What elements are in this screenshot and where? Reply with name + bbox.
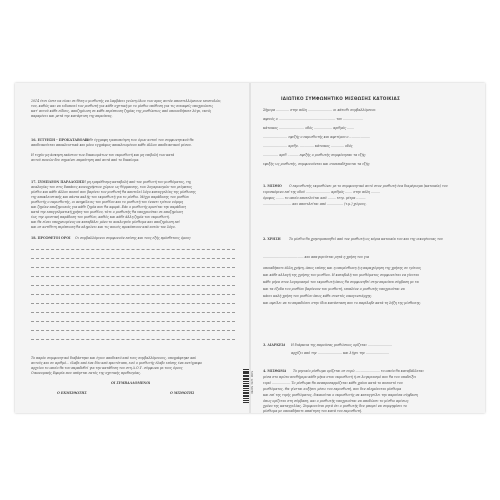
intro-line-1: 2014 έτσι ώστε να είναι σε θέση ο μισθωτής να λαμβάνει γνώση όλων των προς αυτόν αποστελλόμενων επιστολών, bbox=[31, 99, 222, 103]
section-3-title: 3. ΔΙΑΡΚΕΙΑ bbox=[263, 343, 286, 347]
s2-line-3: οποιαδήποτε άλλη χρήση, όπως επίσης και η υπομίσθωση ή η παραχώρηση της χρήσης σε τρίτους bbox=[263, 266, 422, 270]
s17-line-3: μίσθιο και κάθε άλλου ποσού που βαρύνει τον μισθωτή θα αποτελεί λόγο καταγγελίας της μίσθωσης bbox=[31, 190, 196, 194]
fill-line-9 bbox=[31, 321, 235, 322]
s3-line-2: αρχίζει από την ........................ και λήγει την ....................... bbox=[291, 351, 390, 355]
s2-line-5: κάθε μήνα στον λογαριασμό του εκμισθωτή όπως θα συμφωνηθεί στην παρούσα σύμβαση με τα bbox=[263, 280, 419, 284]
s16-line-4: αυτού ποινών δεν σημαίνει παραίτηση από αυτά από το δικαίωμα. bbox=[31, 158, 140, 162]
s17-line-9: και θα είναι υποχρεωμένος να καταβάλει μόνο το αναλογούν μίσθωμα και αποζημίωση επί bbox=[31, 220, 180, 224]
s18-text: Οι συμβαλλόμενοι συμφωνούν επίσης και τους εξής πρόσθετους όρους: bbox=[75, 236, 192, 240]
section-16-title: 16. ΕΓΓΥΗΣΗ - ΠΡΟΚΑΤΑΒΟΛΗ bbox=[31, 138, 88, 142]
right-page bbox=[251, 83, 485, 413]
s17-line-7: κατά την επαγγελματική χρήση του μισθίου, τότε ο μισθωτής θα υποχρεούται σε αποζημίωση bbox=[31, 210, 184, 214]
s2-line-6: και τα έξοδα του μισθίου βαρύνουν τον μισθωτή, επιπλέον ο μισθωτής υποχρεούται να bbox=[263, 287, 405, 291]
s17-line-8: έως την οριστική παράδοση του μισθίου, καθώς και κάθε άλλη ζημία του εκμισθωτή. bbox=[31, 215, 170, 219]
s17-line-10: και σε αντίθετη περίπτωση θα πληρώνει και τις ποινές προκύπτουν από αυτόν τον λόγο. bbox=[31, 225, 176, 229]
section-17-title: 17. ΣΥΜΠΛΕΟΝ ΠΑΡΑΔΟΣΗΣ bbox=[31, 180, 84, 184]
fill-line-11 bbox=[31, 339, 235, 340]
closing-line-4: Οικονομικής Εφορία που υπάγεται εκτός της σχετικής προθεσμίας. bbox=[31, 371, 141, 375]
fill-line-10 bbox=[31, 330, 235, 331]
s4-line-6: όπως ορίζεται στη σύμβαση, και ο μισθωτής υποχρεούται να αποδώσει το μίσθιο αμέσως. bbox=[263, 399, 410, 403]
r-intro-line-4: ........................ εφεξής ο εκμισθωτής και αφετέρου ο .................... bbox=[263, 135, 370, 139]
fill-line-2 bbox=[31, 258, 235, 259]
s1-line-1: Ο εκμισθωτής εκμισθώνει με το συμφωνητικό αυτό στον μισθωτή ένα διαμέρισμα (κατοικία) του bbox=[289, 184, 448, 188]
intro-line-2: του, καθώς και να ειδοποιεί τον μισθωτή για κάθε σχετική με το μίσθιο υπόθεση για τις συναφείς υποχρεώσεις bbox=[31, 104, 214, 108]
s4-line-7: χρόνο της καταγγελίας. Συμφωνείται ρητά ότι ο μισθωτής δεν μπορεί να συμψηφίσει το bbox=[263, 404, 407, 408]
s16-line-2: αποδεικνύεται αποκλειστικά και μόνο εγγράφως αποκλειομένου κάθε άλλου αποδεικτικού μέσου. bbox=[31, 143, 192, 147]
intro-line-3: κατ' αυτού κάθε είδους, αποζημίωση σε κάθε περίπτωση ζημίας της μισθώσεως από οποιονδήποτε λόγο, εκτός bbox=[31, 109, 212, 113]
r-intro-line-6: ............... αριθ. .......... εφεξής ο μισθωτής συμφώνησαν τα εξής: bbox=[263, 153, 367, 157]
section-4-title: 4. ΜΙΣΘΩΜΑ bbox=[263, 369, 287, 373]
fill-line-3 bbox=[31, 267, 235, 268]
r-intro-line-7: εφεξής ως μισθωτής, συμφωνούνται και συναποδέχονται τα εξής: bbox=[263, 162, 371, 166]
s2-line-8: και οφείλει να το παραδώσει στην ίδια κατάσταση που το παρέλαβε κατά τη λήξη της μίσθωσης. bbox=[263, 301, 422, 305]
fill-line-1 bbox=[31, 249, 235, 250]
s4-line-5: και επί της τιμής μισθώματος, δικαιούται ο εκμισθωτής να καταγγείλει την παρούσα σύμβαση bbox=[263, 393, 418, 397]
s4-line-1: Το μηνιαίο μίσθωμα ορίζεται σε ευρώ ........................ το οποίο θα καταβάλλεται bbox=[293, 369, 424, 373]
barcode bbox=[243, 369, 249, 403]
s17-line-6: και ζημίαν αποζημιωνός για κάθε ζημία που θα αφορά. Εάν ο μισθωτής αρνείται την παράδοση bbox=[31, 205, 187, 209]
s3-line-1: Η διάρκεια της παρούσας μισθώσεως ορίζεται ........................ bbox=[291, 343, 393, 347]
s2-line-4: και κάθε αλλαγή της χρήσης του μισθίου. Η καταβολή του μισθώματος συμφωνείται να γίνεται bbox=[263, 273, 419, 277]
fill-line-6 bbox=[31, 294, 235, 295]
closing-line-3: αρχείου το οποίο θα του παραδοθεί για την κατάθεση του στη Δ.Ο.Υ. σύμφωνα με τους όρους bbox=[31, 366, 183, 370]
tenant-label: Ο ΜΙΣΘΩΤΗΣ bbox=[170, 391, 195, 395]
contract-title: ΙΔΙΩΤΙΚΟ ΣΥΜΦΩΝΗΤΙΚΟ ΜΙΣΘΩΣΗΣ ΚΑΤΟΙΚΙΑΣ bbox=[281, 96, 401, 101]
s16-line-3: Η τυχόν μη άσκηση εκάστου των δικαιωμάτων του εκμισθωτή και μη επιβολή των κατά bbox=[31, 153, 175, 157]
closing-line-1: Το παρόν συμφωνητικό διαβάστηκε και έγινε αποδεκτό από τους συμβαλλόμενους, υπογράφτηκε από bbox=[31, 356, 197, 360]
intro-line-4: παραμένει και μετά την κατάρτιση της παρούσας. bbox=[31, 114, 113, 118]
s17-line-4: της αποκλειστικής και πάντα καλής του εκμισθωτή για το μίσθιο. Μέχρι παράδοσης του μισθίου bbox=[31, 195, 190, 199]
closing-line-2: αυτούς και σε αριθμό... έλαβε από ένα δύο από πρωτότυπα, ενώ ο μισθωτής έλαβε επίσης ένα αντίγραφο bbox=[31, 361, 202, 365]
s1-line-2: ευρισκόμενο επί της οδού ........................ αριθμός ....... στην πόλη ......... bbox=[263, 190, 381, 194]
s4-line-2: μέσα στο πρώτο πενθήμερο κάθε μήνα στον εκμισθωτή ή σε λογαριασμό που θα του υποδείξει bbox=[263, 375, 417, 379]
left-page bbox=[15, 83, 249, 413]
r-intro-line-2: αφενός ο ........................................................ του .................... bbox=[263, 117, 364, 121]
r-intro-line-5: ........................ αριθμ. .............. κάτοικος ............. οδός bbox=[263, 144, 353, 148]
section-18-title: 18. ΠΡΟΣΘΕΤΟΙ ΟΡΟΙ bbox=[31, 236, 71, 240]
r-intro-line-3: κάτοικος ......................... οδός .................. αριθμός ....... bbox=[263, 126, 355, 130]
s4-line-8: μίσθωμα με οποιαδήποτε απαίτηση του κατά του εκμισθωτή. bbox=[263, 409, 363, 413]
s1-line-4: ............................ και αποτελείται από ................ (τ.μ.) χώρους. bbox=[263, 202, 367, 206]
s2-line-7: κάνει καλή χρήση του μισθίου όπως κάθε συνετός οικογενειάρχης. bbox=[263, 294, 373, 298]
fill-line-8 bbox=[31, 312, 235, 313]
s17-line-1: Η μη εμπρόθεσμη καταβολή από τον μισθωτή του μισθώματος, της bbox=[83, 180, 192, 184]
barcode-number: 5200 1234 56789 bbox=[250, 371, 253, 394]
section-2-title: 2. ΧΡΗΣΗ bbox=[263, 237, 281, 241]
fill-line-7 bbox=[31, 303, 235, 304]
section-1-title: 1. ΜΙΣΘΙΟ bbox=[263, 184, 282, 188]
signed-label: ΟΙ ΣΥΜΒΑΛΛΟΜΕΝΟΙ bbox=[111, 381, 151, 385]
r-intro-line-1: Σήμερα ............. στην πόλη ........................ οι κάτωθι συμβαλλόμενοι: bbox=[263, 108, 377, 112]
fill-line-5 bbox=[31, 285, 235, 286]
s1-line-3: όροφος ........ το οποίο αποτελείται από ........ τετρ. μέτρα ......... bbox=[263, 196, 366, 200]
s17-line-5: μισθωτής ο εκμισθωτής, οι ανηφέλειες του μισθίου και το μισθωτή του έναντι τρίτων νόμιμη bbox=[31, 200, 184, 204]
s2-line-1: Το μίσθιο θα χρησιμοποιηθεί από τον μισθωτή ως κύρια κατοικία του και της οικογένειας του bbox=[289, 237, 443, 241]
s4-line-3: ευρώ .................. Το μίσθωμα θα αναπροσαρμόζεται κάθε χρόνο κατά το ποσοστό του bbox=[263, 381, 403, 385]
s2-line-2: ........................................ και απαγορεύεται ρητά η χρήση του για bbox=[263, 255, 370, 259]
landlord-label: Ο ΕΚΜΙΣΘΩΤΗΣ bbox=[57, 391, 87, 395]
fill-line-4 bbox=[31, 276, 235, 277]
document-sheet bbox=[15, 83, 485, 413]
s17-line-2: αναλογίας του στις δαπάνες κοινοχρήστων χώρων ως θέρμανσης, των λογαριασμών του ρεύματος bbox=[31, 185, 193, 189]
s4-line-4: μισθώματος. Θα γίνεται αυξήσει μέσω του εκμισθωτή, που δεν πληρώνεται μίσθωμα bbox=[263, 387, 402, 391]
s16-line-1: Κάθε έγγραφη τροποποίηση των όρων αυτού του συμφωνητικού θα bbox=[85, 138, 194, 142]
